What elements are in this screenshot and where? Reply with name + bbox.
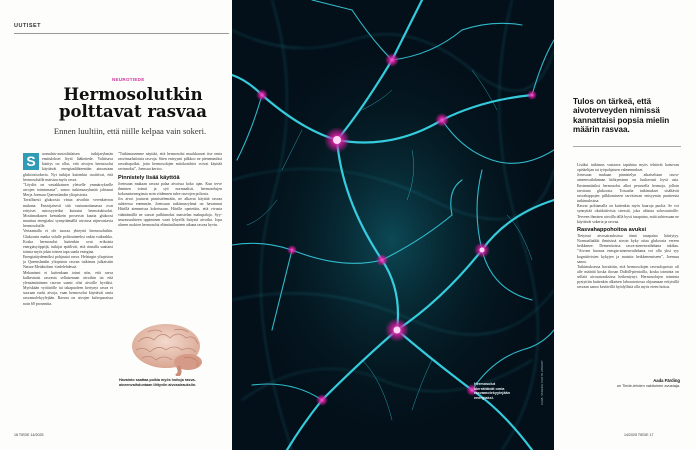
paragraph: Mekanismi ei kuitenkaan toimi niin, että rasva kulkeutuisi rasvasta sellaisenaan aivoihin tai että ylensämärämen rasvan saanti olisi aivoille hyväksi. Myöskään vyötärölle tai takapuoleen kertynyt rasva ei suoraan ruoki aivoja, vaan hermosolut käyttävät omia rasvamolekyylejään. Rasvaa on aivojen kalvoparaissa noin 60 prosenttia. [23, 270, 113, 306]
paragraph: Vertaamalla ei ole suoraa yhteyttä hermosoluihin. Glukoosin matka solulle polttoaineeksi onkin vaikeahko. Koska hermosolut kuitenkin ovat erikoisia energiasyöppöjä, tutkijat epäilivät, että rinnalla saattaisi toimia myös jokin toinen tapa saada energiaa. [23, 229, 113, 254]
paragraph: Tavallisesti glukoosia virtaa aivoihin verenkierron mukana. Ensisijaisesti sitä vastaanottamassa ovat erityiset astrosyyteiksi kutsutut hermotukisolut. Mostimatkasen kemiskein prosessin kautta glukoosi muuttuu energiaksi synnyttämällä aivoissa nijmvastavia hermosoluille. [23, 198, 113, 229]
pull-quote: Tulos on tärkeä, että aivoterveyden nimissä kannattaisi popsia mielin määrin rasvaa. [573, 97, 670, 134]
author-byline [600, 378, 680, 388]
paragraph: ”Löydös on vastakkainen yleiselle ymmärrykselle aivojen toiminnasta”, sanoo tutkimusryhmää johtanut Merja Joensuu Queenslandin yliopistosta. [23, 182, 113, 198]
body-column-3 [577, 163, 679, 373]
paragraph: uomalais-australialaisen tutkijaryhmän ensitulokset löytö lääketiede. Valiitsava käsitys on ollut, että aivojen hermosolut käyttävät energianlähteenään ainoastaan glukoosisokeria. Nyt tutkijat kuitenkin osoittivat, että hermosoluille maistuu myös rasva. [23, 152, 113, 182]
article-headline: Hermosolutkin polttavat rasvaa [58, 85, 208, 121]
author-title: on Tiede-lehden vakituinen avustaja. [616, 383, 680, 388]
brain-illustration [126, 320, 212, 376]
body-column-2 [118, 152, 222, 327]
section-tag: UUTISET [14, 23, 42, 29]
paragraph: Jos aivot joutuvat pinnistelemään, ne alkavat käyttää rasvaa suhteessa enemmän. Joensuun tutkimusryhmä on havainnut Hiirillä aiemmissa kokeissaan. Hiirille opetettiin, että vivusta vääntämällä ne saavat palkinnoksi maistelan makupaloja. Syy-seuraussuhteen oppiminen vaati lyhyellä lisäystä aivoilta. Jopa alueen ruokien hermosolut elämäntilanteen aikana rasvaa hyvin. [118, 197, 222, 227]
header-rule [14, 33, 229, 34]
folio-right: 14/2025 TIEDE 17 [624, 433, 654, 437]
paragraph: Joensuun mukaan pinnistelyn aikaiseltaan rasva-aineenvaihdunnan kiihtyminen on luultavasti hyvä asia. Ensimmäisiksi hermosolut alkoi perustella hermoja, jolloin tarvitaan glukoosia. Toisaalta tutkimukset sisältävät rasvahappojen pilkkomiseen tarvittavan entsyymin puutteesta tutkimuksissa. [577, 173, 679, 204]
paragraph: Tutkimuksessa havaittiin, että hermosolujen rasvaolopoisto oli alle määrää koska ihosan Dalbill-pientoilla, koska toiminta on sellaiä aivosairauksissa heikentynyt. Hermosolujen toiminta pystyttiin kuitenkin alkaisen laboratoriossa ohjaamaan erityisillä rasvaan sanoo kestävillä hyödyllistä olla myös eteen hoitoa. [577, 264, 679, 290]
article-deck: Ennen luultiin, että niille kelpaa vain sokeri. [53, 126, 207, 136]
paragraph: ”Tutkimusemme näyttää, että hermosolut muokkaavat itse omia rasvimurhaloista rasvoja. Siten entsyymi pilkkoo ne pienemmiksi rasvahapoiksi, joita hermosolujen mitokondriot voivat käyttää ravinnoksi”, Joensuu kertoo. [118, 152, 222, 172]
body-column-1 [23, 152, 113, 397]
quote-rule [573, 146, 681, 147]
paragraph: Tietyissä aivosairauksissa tämä tasapaino häiriytyy. Normaaliaikki ihmisissä aivoin kyky ottaa glukoosia vereen heikkenee. Dementioissa rasva-aineenvaihdunta tukikas. ”Aivoen huonoa energia-aineenvaihdunta voi olla yksi syy kognitiivisten kykyjen ja muistin heikkenemiseen”, Joensuu sanoo. [577, 233, 679, 264]
author-name: Aada Färding [653, 378, 680, 383]
photo-caption: Hermosolut kierrättävät omia rasvamolekyylejään energiaksi. [474, 382, 510, 400]
subheading: Pinnistely lisää käyttöä [118, 174, 180, 181]
dropcap: S [23, 153, 39, 170]
paragraph: Lisäksi tutkimus vastaava tapahtuu myös tehtävät katsovan opiskelijan tai työpohjaisen valmennukset. [577, 163, 679, 173]
brain-caption: Havainto saattaa poikia myös hoitoja rasva-aineenvaihduntaan liittyviin aivosairauksiin. [119, 378, 197, 387]
paragraph: Joensuun mukaan rasvaa palaa aivoissa koko ajan. Kun terve ihminen toimii ja syö normaalisti, hermosolujen kokonaisenergiasta noin viidennen tulee rasvojen poltosta. [118, 181, 222, 196]
photo-credit: KUVA: SCIENCE PHOTO LIBRARY [540, 360, 544, 405]
folio-left: 16 TIEDE 14/2025 [14, 433, 44, 437]
article-kicker: NEUROTIEDE [112, 77, 145, 82]
paragraph: Rasvat polttamalla on kuitenkin myös haaroja puolia. Se voi synnyttää oksidatiivista stressiä, joka altistaa soluvaurioille. Terveen ihmisen aivoilla tällä hyvä tasapaino, mitä suhtessaan ne käyttävät sokeria ja rasvaa. [577, 204, 679, 224]
paragraph: Energiatäydennöksi pohjautui rasva. Helsingin yliopiston ja Queenslandin yliopiston rasvan tutkimus julkaistiin Nature Metabolism -tiedelehdessä. [23, 255, 113, 270]
subheading: Rasvahappohoitoa avuksi [577, 226, 647, 233]
